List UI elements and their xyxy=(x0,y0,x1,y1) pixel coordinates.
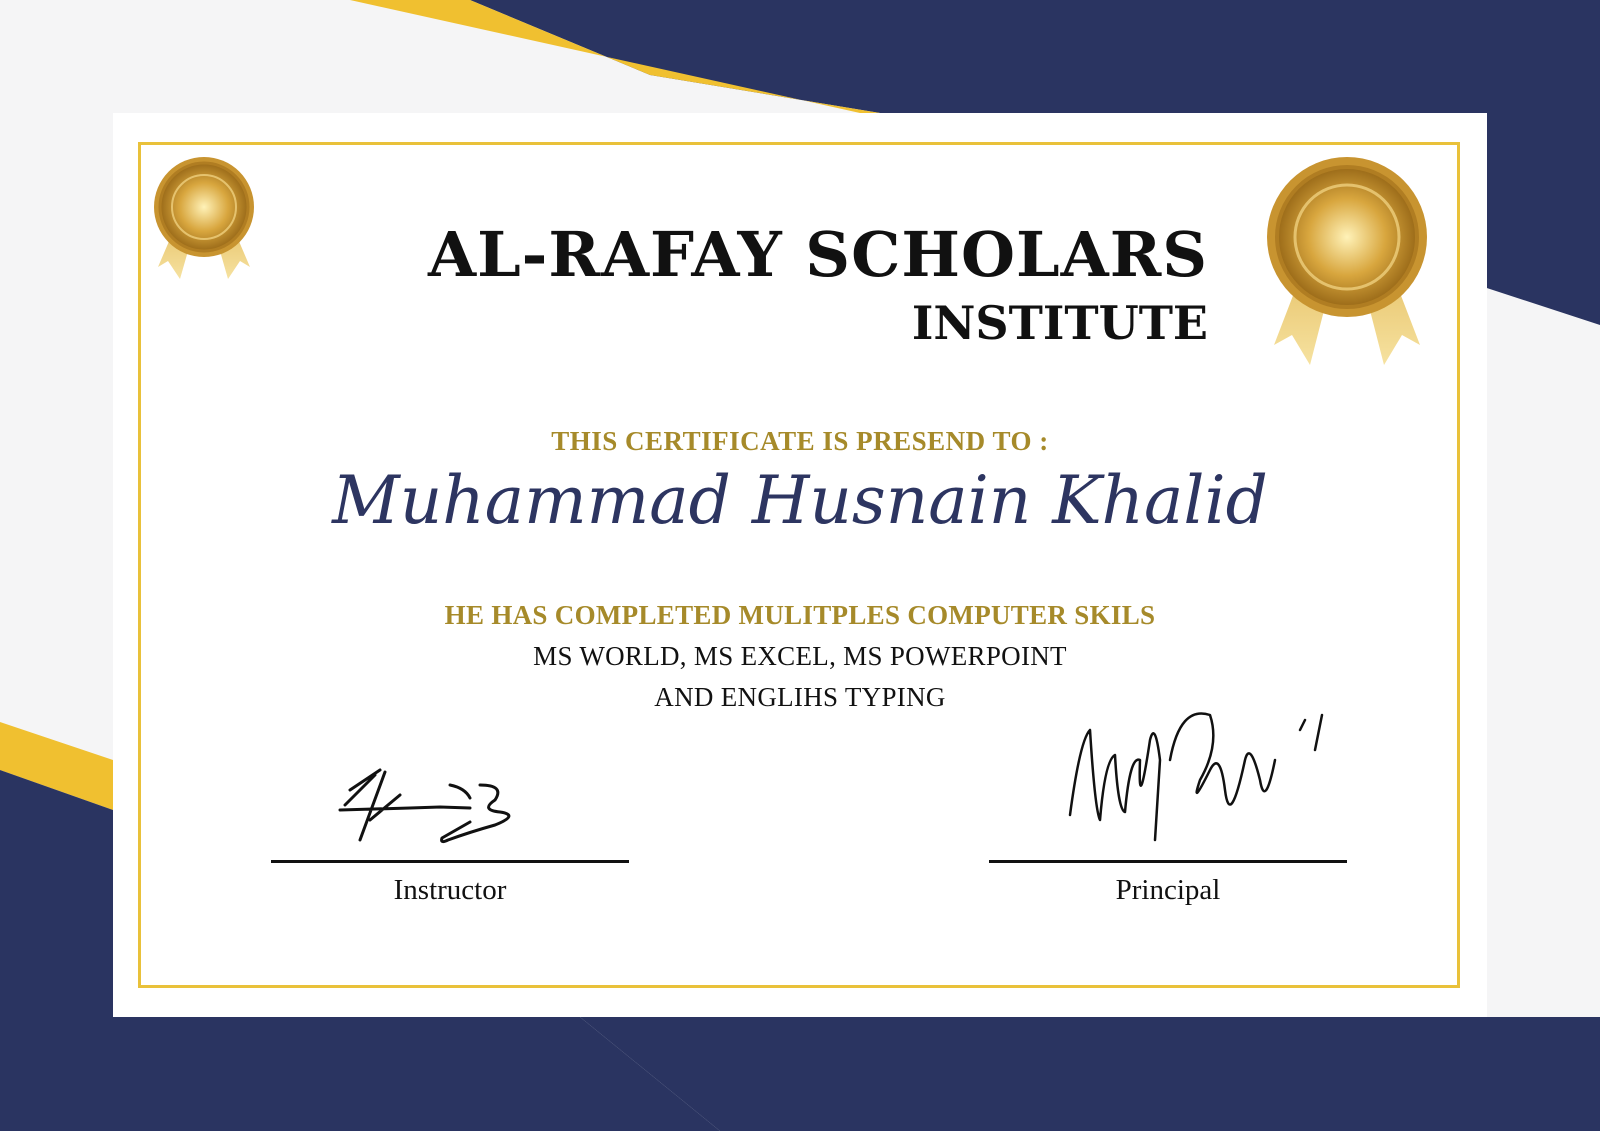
principal-label: Principal xyxy=(1115,874,1221,906)
instructor-signature-line xyxy=(271,860,629,863)
instructor-label: Instructor xyxy=(393,874,507,906)
completion-text: HE HAS COMPLETED MULITPLES COMPUTER SKILS xyxy=(444,600,1156,630)
skills-line-1: MS WORLD, MS EXCEL, MS POWERPOINT xyxy=(533,641,1067,671)
instructor-signature xyxy=(330,760,530,850)
gold-medal-icon xyxy=(150,155,258,280)
gold-medal-icon xyxy=(1262,155,1432,367)
institute-name: AL-RAFAY SCHOLARS xyxy=(427,218,1208,291)
presented-to-text: THIS CERTIFICATE IS PRESEND TO : xyxy=(551,426,1049,456)
principal-signature xyxy=(1060,700,1340,850)
principal-signature-line xyxy=(989,860,1347,863)
bottom-right-navy-band xyxy=(580,1017,1600,1131)
skills-line-2: AND ENGLIHS TYPING xyxy=(654,682,946,712)
recipient-name: Muhammad Husnain Khalid xyxy=(332,462,1268,539)
institute-subtitle: INSTITUTE xyxy=(911,296,1208,350)
